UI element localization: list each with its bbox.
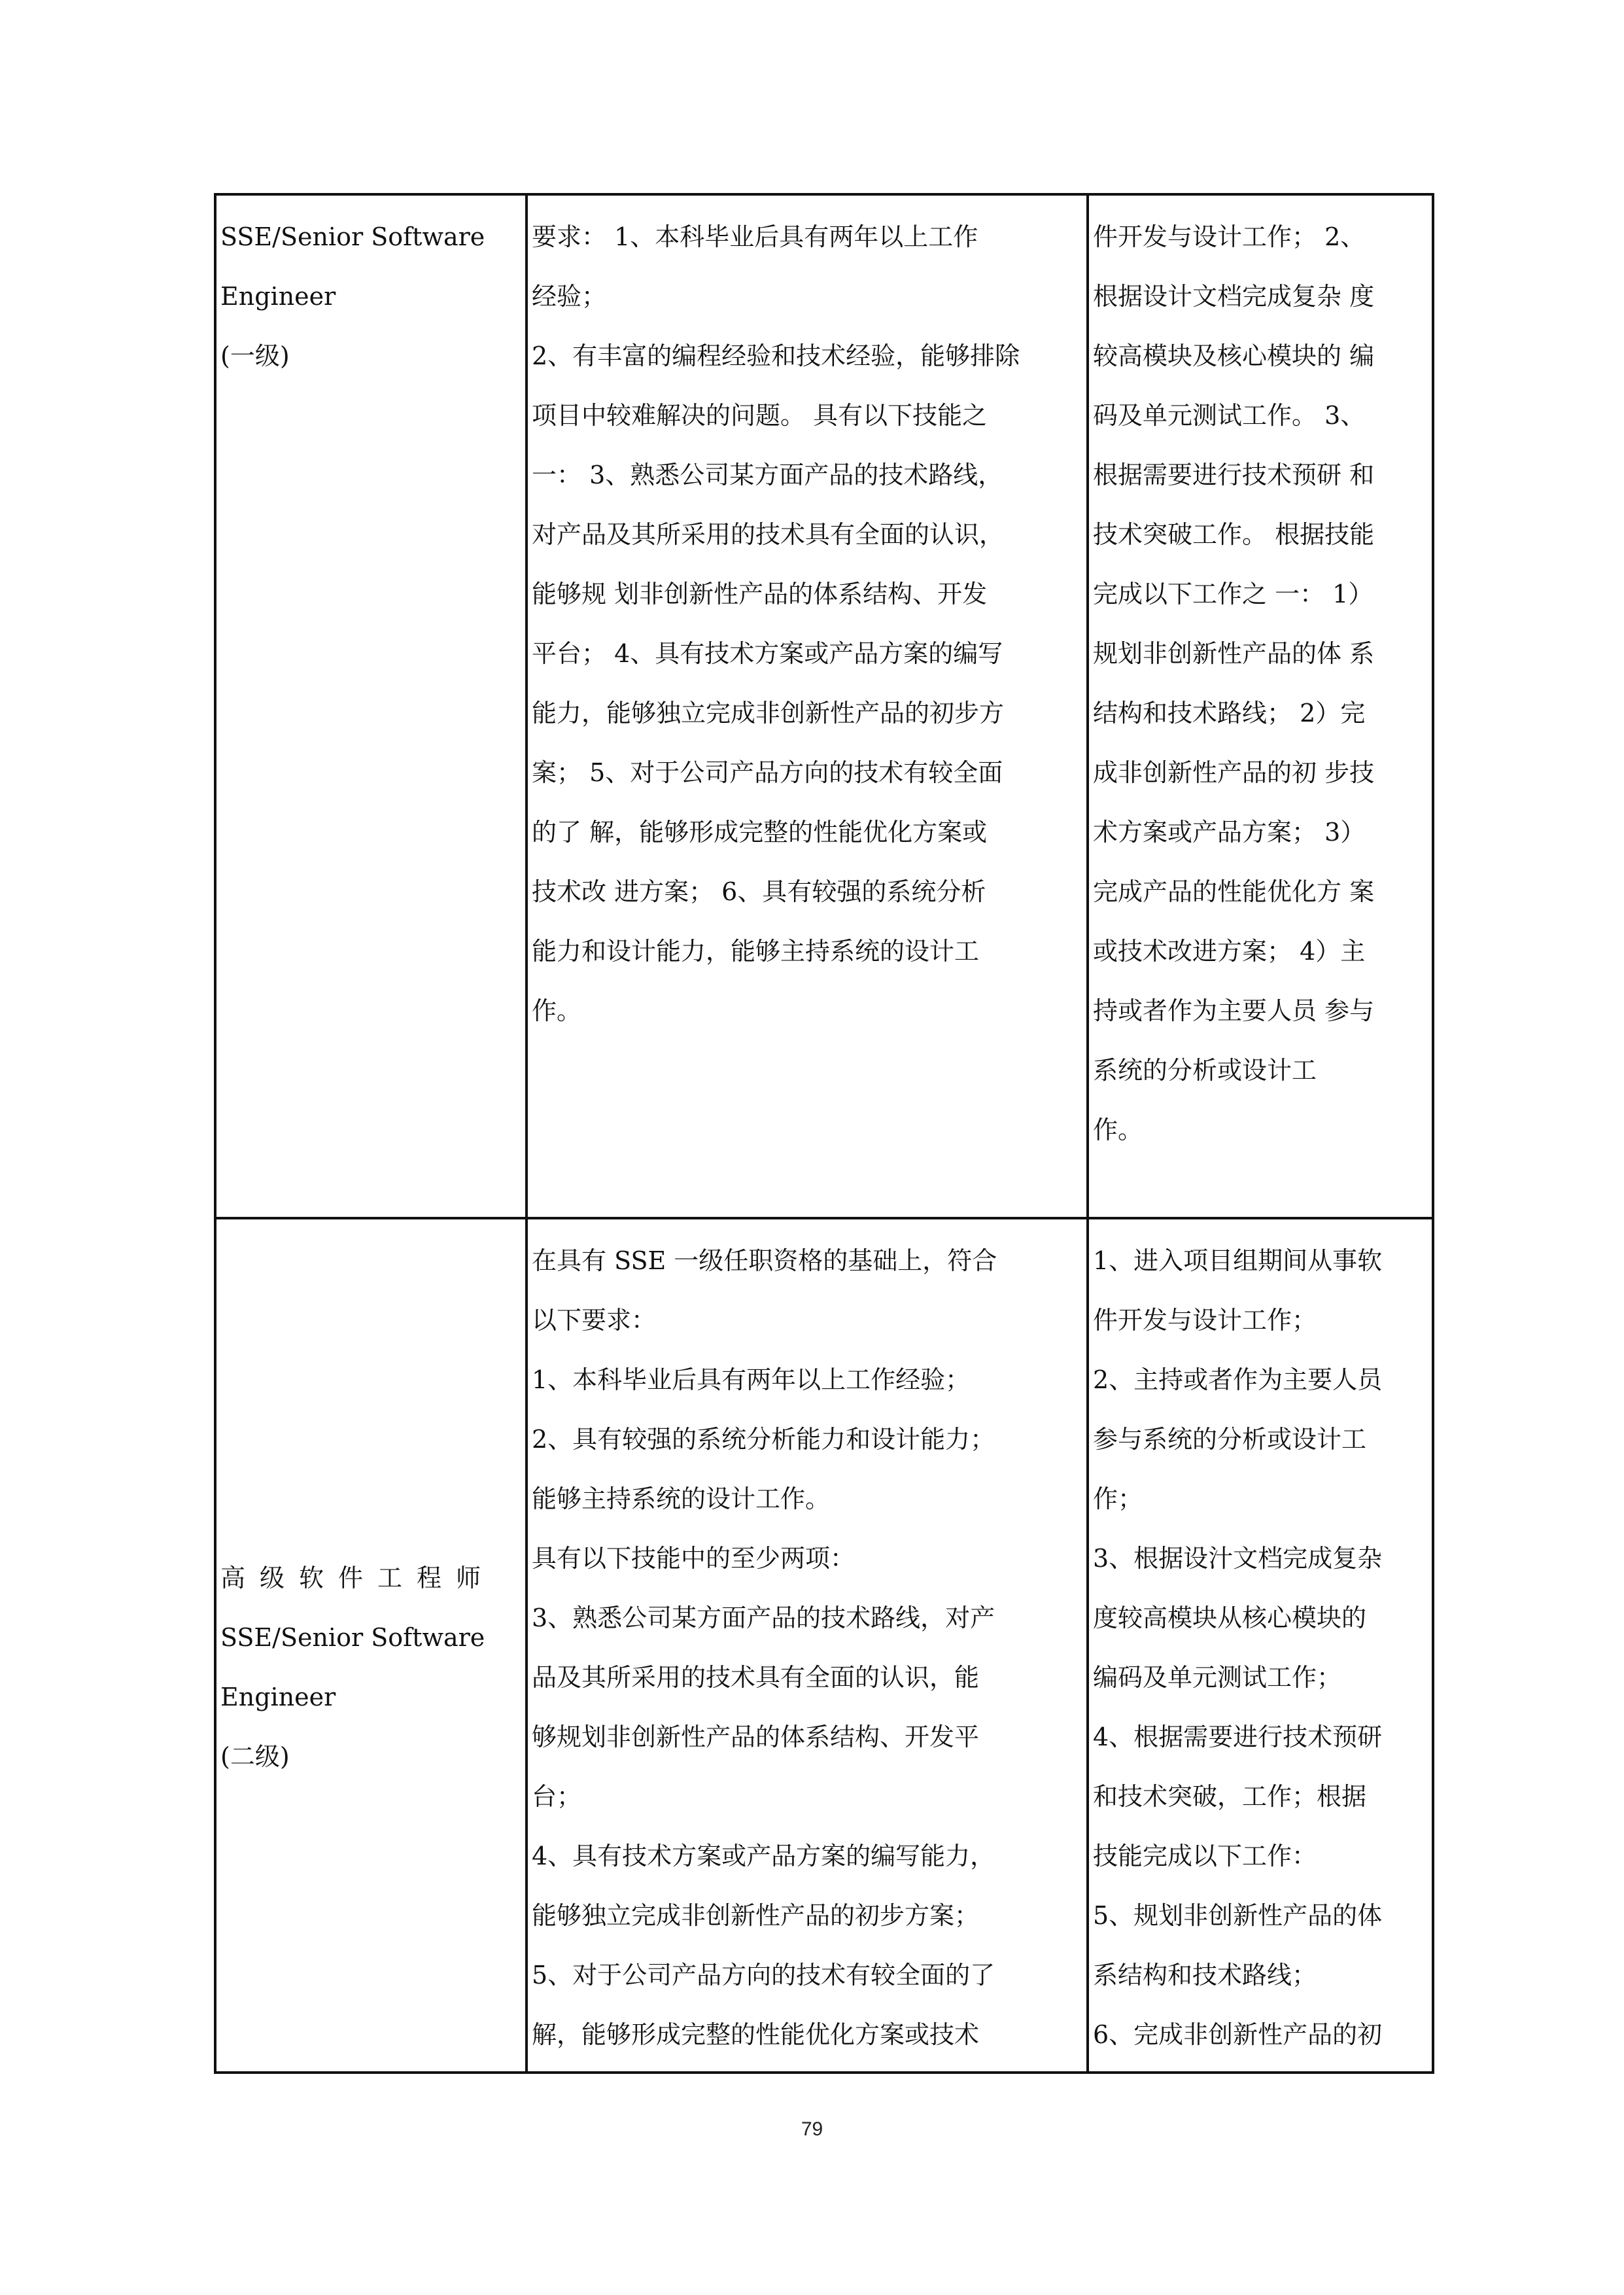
- requirement-line: 3、熟悉公司某方面产品的技术路线，对产: [532, 1603, 995, 1632]
- requirement-line: 能够规 划非创新性产品的体系结构、开发: [532, 580, 988, 608]
- job-title-cell: [215, 1218, 527, 2073]
- requirements-cell: [527, 1218, 1088, 2073]
- duty-line: 6、完成非创新性产品的初: [1093, 2020, 1383, 2049]
- duty-line: 或技术改进方案； 4）主: [1093, 937, 1366, 966]
- requirement-line: 1、本科毕业后具有两年以上工作经验；: [532, 1365, 971, 1394]
- requirement-line: 品及其所采用的技术具有全面的认识，能: [532, 1663, 980, 1692]
- job-qualification-table: [214, 193, 1434, 2074]
- requirement-line: 在具有 SSE 一级任职资格的基础上，符合: [532, 1246, 997, 1275]
- duty-line: 3、根据设汁文档完成复杂: [1093, 1544, 1383, 1573]
- requirement-line: 能力，能够独立完成非创新性产品的初步方: [532, 699, 1005, 727]
- duty-line: 技术突破工作。 根据技能: [1093, 520, 1375, 549]
- requirement-line: 具有以下技能中的至少两项：: [532, 1544, 855, 1573]
- requirement-line: 4、具有技术方案或产品方案的编写能力，: [532, 1842, 995, 1870]
- job-title-line: Engineer: [220, 282, 336, 311]
- duty-line: 参与系统的分析或设计工: [1093, 1425, 1367, 1454]
- duty-line: 作。: [1093, 1115, 1143, 1144]
- duty-line: 术方案或产品方案； 3）: [1093, 818, 1366, 847]
- page-number: 79: [801, 2118, 823, 2140]
- duties-cell: [1088, 194, 1433, 1218]
- job-level-line: (一级): [220, 342, 290, 370]
- requirement-line: 对产品及其所采用的技术具有全面的认识，: [532, 520, 1005, 549]
- duty-line: 技能完成以下工作：: [1093, 1842, 1317, 1870]
- duty-line: 成非创新性产品的初 步技: [1093, 758, 1375, 787]
- duties-cell: [1088, 1218, 1433, 2073]
- duty-line: 度较高模块从核心模块的: [1093, 1603, 1367, 1632]
- duty-line: 1、进入项目组期间从事软: [1093, 1246, 1383, 1275]
- table-row: [215, 194, 1433, 1218]
- duty-line: 码及单元测试工作。 3、: [1093, 401, 1366, 430]
- duty-line: 结构和技术路线； 2）完: [1093, 699, 1366, 727]
- duty-line: 根据设计文档完成复杂 度: [1093, 282, 1375, 311]
- job-title-line: SSE/Senior Software: [220, 1623, 485, 1652]
- table-row: [215, 1218, 1433, 2073]
- duty-line: 件开发与设计工作；: [1093, 1306, 1317, 1335]
- duty-line: 2、主持或者作为主要人员: [1093, 1365, 1383, 1394]
- duty-line: 根据需要进行技术预研 和: [1093, 461, 1375, 489]
- requirement-line: 能够主持系统的设计工作。: [532, 1484, 831, 1513]
- duty-line: 件开发与设计工作； 2、: [1093, 222, 1366, 251]
- job-title-line: Engineer: [220, 1683, 336, 1711]
- requirement-line: 2、具有较强的系统分析能力和设计能力；: [532, 1425, 995, 1454]
- duty-line: 作；: [1093, 1484, 1143, 1513]
- requirement-line: 经验；: [532, 282, 607, 311]
- duty-line: 5、规划非创新性产品的体: [1093, 1901, 1383, 1930]
- duty-line: 规划非创新性产品的体 系: [1093, 639, 1375, 668]
- requirement-line: 案； 5、对于公司产品方向的技术有较全面: [532, 758, 1003, 787]
- duty-line: 完成以下工作之 一： 1）: [1093, 580, 1373, 608]
- requirement-line: 作。: [532, 996, 582, 1025]
- job-title-line: 高级软件工程师: [220, 1564, 496, 1592]
- duty-line: 完成产品的性能优化方 案: [1093, 877, 1375, 906]
- duty-line: 和技术突破，工作；根据: [1093, 1782, 1367, 1811]
- requirement-line: 够规划非创新性产品的体系结构、开发平: [532, 1723, 980, 1751]
- requirement-line: 能力和设计能力，能够主持系统的设计工: [532, 937, 980, 966]
- duty-line: 持或者作为主要人员 参与: [1093, 996, 1375, 1025]
- duty-line: 系统的分析或设计工: [1093, 1056, 1317, 1085]
- requirement-line: 2、有丰富的编程经验和技术经验，能够排除: [532, 342, 1020, 370]
- duty-line: 系结构和技术路线；: [1093, 1961, 1317, 1989]
- requirement-line: 能够独立完成非创新性产品的初步方案；: [532, 1901, 980, 1930]
- requirement-line: 以下要求：: [532, 1306, 657, 1335]
- duty-line: 4、根据需要进行技术预研: [1093, 1723, 1383, 1751]
- requirement-line: 要求： 1、本科毕业后具有两年以上工作: [532, 222, 978, 251]
- job-title-cell: [215, 194, 527, 1218]
- requirement-line: 5、对于公司产品方向的技术有较全面的了: [532, 1961, 995, 1989]
- requirement-line: 的了 解，能够形成完整的性能优化方案或: [532, 818, 988, 847]
- duty-line: 编码及单元测试工作；: [1093, 1663, 1342, 1692]
- requirement-line: 解，能够形成完整的性能优化方案或技术: [532, 2020, 980, 2049]
- requirements-cell: [527, 194, 1088, 1218]
- requirement-line: 项目中较难解决的问题。 具有以下技能之: [532, 401, 988, 430]
- duty-line: 较高模块及核心模块的 编: [1093, 342, 1375, 370]
- requirement-line: 台；: [532, 1782, 582, 1811]
- requirement-line: 平台； 4、具有技术方案或产品方案的编写: [532, 639, 1003, 668]
- requirement-line: 一： 3、熟悉公司某方面产品的技术路线，: [532, 461, 1003, 489]
- job-level-line: (二级): [220, 1742, 290, 1771]
- requirement-line: 技术改 进方案； 6、具有较强的系统分析: [532, 877, 986, 906]
- job-title-line: SSE/Senior Software: [220, 222, 485, 251]
